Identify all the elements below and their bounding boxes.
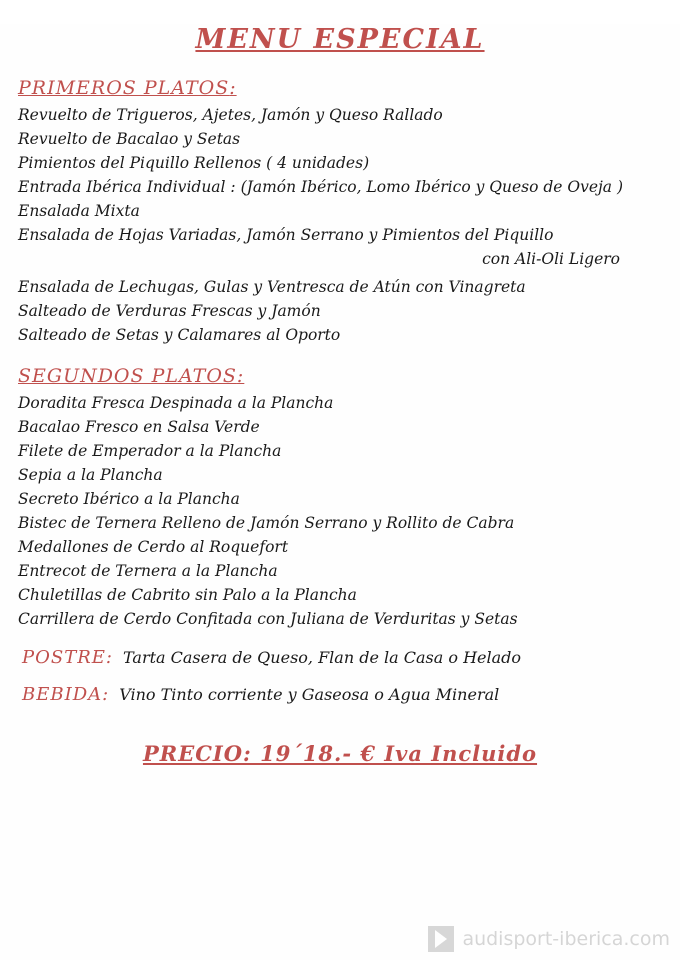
watermark-text: audisport-iberica.com — [462, 928, 670, 950]
primeros-continuation-line: con Ali-Oli Ligero — [482, 250, 620, 269]
section-heading-primeros-colon: : — [229, 77, 237, 99]
page-title: MENU ESPECIAL — [195, 24, 485, 55]
list-item: Pimientos del Piquillo Rellenos ( 4 unidades) — [18, 154, 370, 173]
list-item: Chuletillas de Cabrito sin Palo a la Plancha — [18, 586, 357, 605]
section-heading-primeros — [18, 77, 666, 99]
list-item: Salteado de Setas y Calamares al Oporto — [18, 326, 341, 345]
list-item: Ensalada Mixta — [18, 202, 140, 221]
list-item: Doradita Fresca Despinada a la Plancha — [18, 394, 334, 413]
section-heading-segundos-colon: : — [236, 365, 245, 388]
list-item: Bistec de Ternera Relleno de Jamón Serrano y Rollito de Cabra — [18, 514, 515, 533]
postre-label: POSTRE: — [22, 647, 113, 669]
list-item: Revuelto de Trigueros, Ajetes, Jamón y Queso Rallado — [18, 106, 443, 124]
bebida-label: BEBIDA: — [22, 684, 110, 706]
list-item: Salteado de Verduras Frescas y Jamón — [18, 302, 321, 321]
list-item: Entrecot de Ternera a la Plancha — [18, 562, 278, 581]
section-segundos-platos — [18, 365, 666, 631]
section-primeros-platos — [18, 77, 666, 347]
menu-document — [0, 24, 680, 960]
list-item: Ensalada de Hojas Variadas, Jamón Serrano y Pimientos del Piquillo — [18, 226, 554, 245]
postre-row — [22, 647, 680, 668]
list-item: Medallones de Cerdo al Roquefort — [18, 538, 289, 557]
play-icon — [428, 926, 454, 952]
list-item: Sepia a la Plancha — [18, 466, 163, 485]
segundos-item-list — [18, 391, 666, 631]
price-line: PRECIO: 19´18.- € Iva Incluido — [142, 741, 538, 767]
primeros-item-list-continued — [18, 275, 666, 347]
list-item: Ensalada de Lechugas, Gulas y Ventresca de Atún con Vinagreta — [18, 278, 526, 297]
spacer — [0, 55, 680, 77]
watermark — [428, 926, 670, 952]
primeros-item-list — [18, 103, 666, 247]
section-heading-segundos — [18, 365, 666, 387]
bebida-value: Vino Tinto corriente y Gaseosa o Agua Mineral — [119, 685, 500, 705]
list-item: Entrada Ibérica Individual : (Jamón Ibérico, Lomo Ibérico y Queso de Oveja ) — [18, 178, 624, 197]
section-heading-segundos-text: SEGUNDOS PLATOS — [18, 365, 237, 388]
section-heading-primeros-text: PRIMEROS PLATOS — [18, 77, 230, 99]
list-item: Secreto Ibérico a la Plancha — [18, 490, 240, 509]
spacer — [0, 347, 680, 365]
list-item: Carrillera de Cerdo Confitada con Juliana de Verduritas y Setas — [18, 610, 518, 629]
list-item: Revuelto de Bacalao y Setas — [18, 130, 241, 149]
list-item: Bacalao Fresco en Salsa Verde — [18, 418, 260, 437]
bebida-row — [22, 684, 680, 705]
list-item: Filete de Emperador a la Plancha — [18, 442, 282, 461]
postre-value: Tarta Casera de Queso, Flan de la Casa o Helado — [122, 648, 522, 668]
